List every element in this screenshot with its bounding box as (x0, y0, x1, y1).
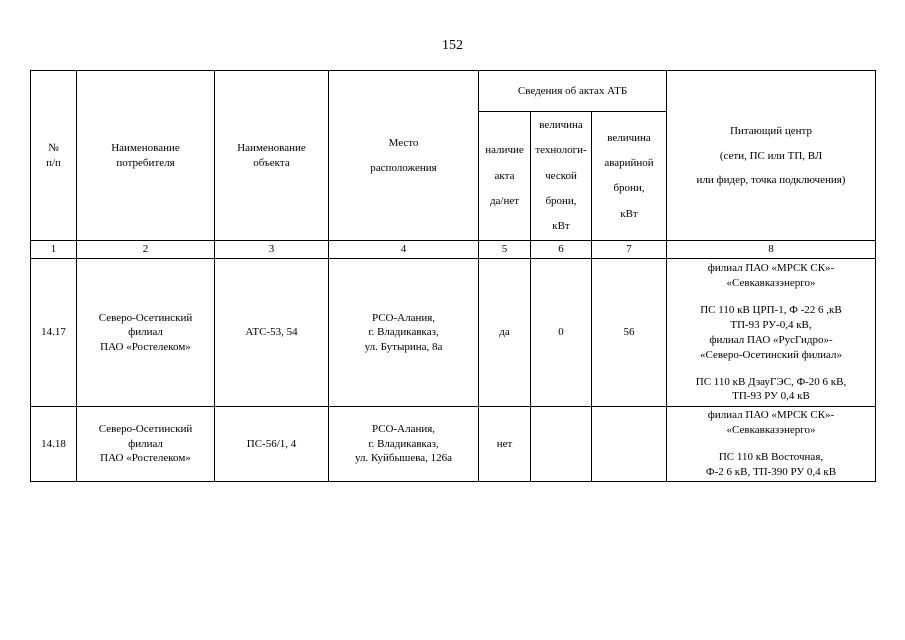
atb-emergency (592, 407, 667, 481)
object-name: ПС-56/1, 4 (215, 407, 329, 481)
column-number: 8 (667, 241, 876, 259)
atb-table (30, 70, 876, 482)
header-object: Наименование объекта (215, 71, 329, 241)
column-number: 5 (479, 241, 531, 259)
header-num: № п/п (31, 71, 77, 241)
header-atb-tech: величина технологи- ческой брони, кВт (531, 112, 592, 241)
atb-act: да (479, 259, 531, 407)
table-row (31, 407, 876, 481)
atb-tech (531, 407, 592, 481)
object-name: АТС-53, 54 (215, 259, 329, 407)
atb-act: нет (479, 407, 531, 481)
column-number: 1 (31, 241, 77, 259)
table-row (31, 259, 876, 407)
header-row-1 (31, 71, 876, 112)
header-atb-emergency: величина аварийной брони, кВт (592, 112, 667, 241)
column-number: 3 (215, 241, 329, 259)
row-num: 14.18 (31, 407, 77, 481)
consumer-name: Северо-Осетинский филиал ПАО «Ростелеком» (77, 259, 215, 407)
header-consumer: Наименование потребителя (77, 71, 215, 241)
power-center: филиал ПАО «МРСК СК»- «Севкавказэнерго» ПС 110 кВ ЦРП-1, Ф -22 6 ,кВ ТП-93 РУ-0,4 кВ, филиал ПАО «РусГидро»- «Северо-Осетинский филиал» ПС 110 кВ ДзауГЭС, Ф-20 6 кВ, ТП-93 РУ 0,4 кВ (667, 259, 876, 407)
consumer-name: Северо-Осетинский филиал ПАО «Ростелеком» (77, 407, 215, 481)
row-num: 14.17 (31, 259, 77, 407)
location: РСО-Алания, г. Владикавказ, ул. Бутырина, 8а (329, 259, 479, 407)
header-power-center: Питающий центр (сети, ПС или ТП, ВЛ или фидер, точка подключения) (667, 71, 876, 241)
atb-emergency: 56 (592, 259, 667, 407)
column-number: 7 (592, 241, 667, 259)
column-number-row (31, 241, 876, 259)
column-number: 4 (329, 241, 479, 259)
column-number: 6 (531, 241, 592, 259)
column-number: 2 (77, 241, 215, 259)
atb-tech: 0 (531, 259, 592, 407)
power-center: филиал ПАО «МРСК СК»- «Севкавказэнерго» ПС 110 кВ Восточная, Ф-2 6 кВ, ТП-390 РУ 0,4 кВ (667, 407, 876, 481)
header-atb-act: наличие акта да/нет (479, 112, 531, 241)
page-number: 152 (442, 38, 463, 53)
header-location: Место расположения (329, 71, 479, 241)
header-atb-group: Сведения об актах АТБ (479, 71, 667, 112)
location: РСО-Алания, г. Владикавказ, ул. Куйбышева, 126а (329, 407, 479, 481)
